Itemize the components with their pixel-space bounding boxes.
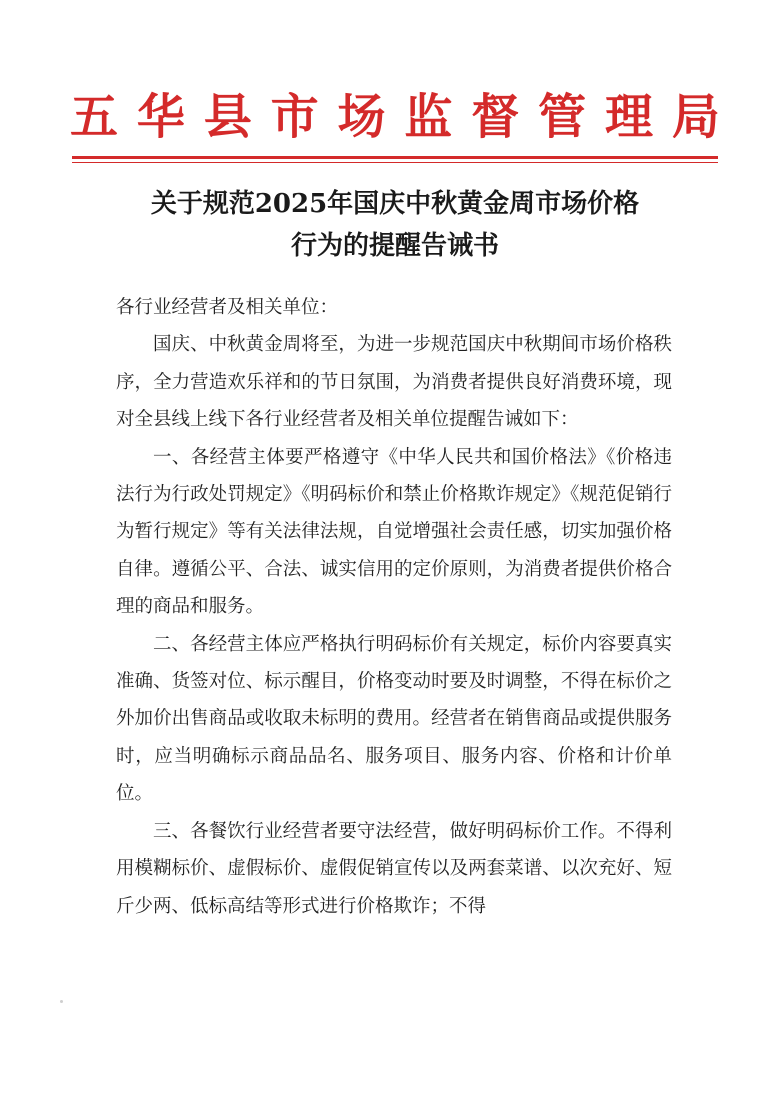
masthead-char: 督 [471, 89, 520, 145]
scan-speck [60, 1000, 63, 1003]
masthead-char: 华 [136, 89, 185, 145]
masthead-char: 县 [203, 89, 252, 145]
masthead-char: 五 [70, 89, 119, 145]
masthead-char: 市 [270, 89, 319, 145]
title-line-1: 关于规范2025年国庆中秋黄金周市场价格 [150, 189, 640, 219]
title-line-2: 行为的提醒告诫书 [290, 231, 499, 261]
masthead-char: 管 [538, 89, 587, 145]
masthead-divider-thick [72, 156, 718, 159]
masthead-divider-thin [72, 162, 718, 163]
salutation: 各行业经营者及相关单位： [116, 297, 339, 318]
masthead-char: 理 [605, 89, 654, 145]
issuer-masthead [70, 82, 720, 152]
masthead-char: 局 [671, 89, 720, 145]
document-body [116, 289, 672, 925]
paragraph-intro: 国庆、中秋黄金周将至，为进一步规范国庆中秋期间市场价格秩序，全力营造欢乐祥和的节日氛围，为消费者提供良好消费环境，现对全县线上线下各行业经营者及相关单位提醒告诫如下： [116, 334, 672, 431]
masthead-char: 场 [337, 89, 386, 145]
paragraph-item-3: 三、各餐饮行业经营者要守法经营，做好明码标价工作。不得利用模糊标价、虚假标价、虚假促销宣传以及两套菜谱、以次充好、短斤少两、低标高结等形式进行价格欺诈；不得 [116, 820, 672, 917]
paragraph-item-2: 二、各经营主体应严格执行明码标价有关规定，标价内容要真实准确、货签对位、标示醒目，价格变动时要及时调整，不得在标价之外加价出售商品或收取未标明的费用。经营者在销售商品或提供服务时，应当明确标示商品品名、服务项目、服务内容、价格和计价单位。 [116, 633, 672, 805]
masthead-char: 监 [404, 89, 453, 145]
paragraph-item-1: 一、各经营主体要严格遵守《中华人民共和国价格法》《价格违法行为行政处罚规定》《明码标价和禁止价格欺诈规定》《规范促销行为暂行规定》等有关法律法规，自觉增强社会责任感，切实加强价格自律。遵循公平、合法、诚实信用的定价原则，为消费者提供价格合理的商品和服务。 [116, 446, 672, 618]
document-title [70, 183, 720, 267]
